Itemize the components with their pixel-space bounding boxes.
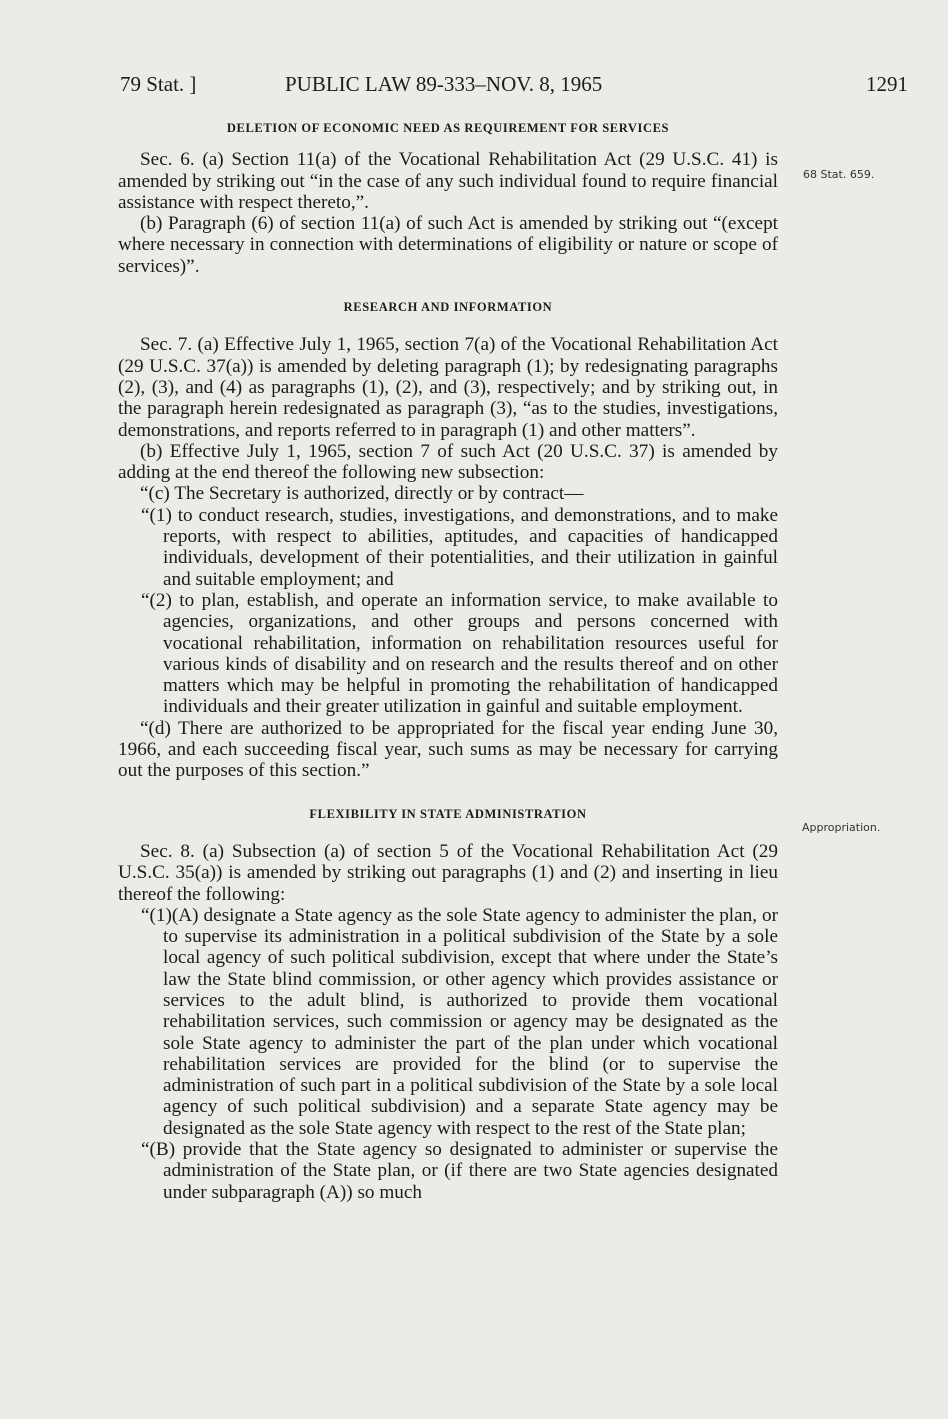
sec6-paragraph-b: (b) Paragraph (6) of section 11(a) of such Act is amended by striking out “(except where necessary in connection with determinations of eligibility or nature or scope of services)”. (118, 213, 778, 277)
page-header (120, 72, 908, 102)
sec8-item-1A: “(1)(A) designate a State agency as the sole State agency to administer the plan, or to supervise its administration in a political subdivision of the State by a sole local agency of such political subdivision, except that where under the State’s law the State blind commission, or other agency which provides assistance or services to the adult blind, is authorized to provide them vocational rehabilitation services, such commission or agency may be designated as the sole State agency to administer the part of the plan under which vocational rehabilitation services are provided for the blind (or to supervise the administration of such part in a political subdivision of the State by a sole local agency of such political subdivision) and a separate State agency may be designated as the sole State agency with respect to the rest of the State plan; (141, 904, 778, 1139)
heading-research: RESEARCH AND INFORMATION (343, 300, 553, 315)
margin-note-appropriation: Appropriation. (802, 821, 881, 834)
margin-note-statute: 68 Stat. 659. (803, 168, 875, 181)
sec8-item-1B: “(B) provide that the State agency so designated to administer or supervise the administration of the State plan, or (if there are two State agencies designated under subparagraph (A)) so much (141, 1139, 778, 1203)
sec8-paragraph-a: Sec. 8. (a) Subsection (a) of section 5 of the Vocational Rehabilitation Act (29 U.S.C. 35(a)) is amended by striking out paragraphs (1) and (2) and inserting in lieu thereof the following: (118, 840, 778, 905)
sec7-subsection-c: “(c) The Secretary is authorized, directly or by contract— (140, 483, 584, 505)
law-title: PUBLIC LAW 89-333–NOV. 8, 1965 (285, 72, 603, 96)
volume-reference: 79 Stat. ] (120, 72, 197, 96)
heading-deletion: DELETION OF ECONOMIC NEED AS REQUIREMENT FOR SERVICES (226, 121, 670, 135)
sec7-c-item-2: “(2) to plan, establish, and operate an information service, to make available to agencies, organizations, and other groups and persons concerned with vocational rehabilitation, information on rehabilitation resources useful for various kinds of disability and on research and the results thereof and on other matters which may be helpful in promoting the rehabilitation of handicapped individuals and their greater utilization in gainful and suitable employment. (141, 589, 778, 718)
document-body (118, 118, 778, 1203)
heading-flexibility: FLEXIBILITY IN STATE ADMINISTRATION (309, 806, 587, 821)
sec7-paragraph-b: (b) Effective July 1, 1965, section 7 of such Act (20 U.S.C. 37) is amended by adding at the end thereof the following new subsection: (118, 440, 778, 484)
page-number: 1291 (866, 72, 908, 96)
sec6-paragraph-a: Sec. 6. (a) Section 11(a) of the Vocational Rehabilitation Act (29 U.S.C. 41) is amended by striking out “in the case of any such individual found to require financial assistance with respect thereto,”. (118, 149, 778, 213)
sec7-subsection-d: “(d) There are authorized to be appropriated for the fiscal year ending June 30, 1966, and each succeeding fiscal year, such sums as may be necessary for carrying out the purposes of this section.” (118, 717, 778, 782)
sec7-c-item-1: “(1) to conduct research, studies, investigations, and demonstrations, and to make reports, with respect to abilities, aptitudes, and capacities of handicapped individuals, development of their potentialities, and their utilization in gainful and suitable employment; and (141, 504, 778, 590)
sec7-paragraph-a: Sec. 7. (a) Effective July 1, 1965, section 7(a) of the Vocational Rehabilitation Act (29 U.S.C. 37(a)) is amended by deleting paragraph (1); by redesignating paragraphs (2), (3), and (4) as paragraphs (1), (2), and (3), respectively; and by striking out, in the paragraph herein redesignated as paragraph (3), “as to the studies, investigations, demonstrations, and reports referred to in paragraph (1) and other matters”. (118, 334, 778, 441)
